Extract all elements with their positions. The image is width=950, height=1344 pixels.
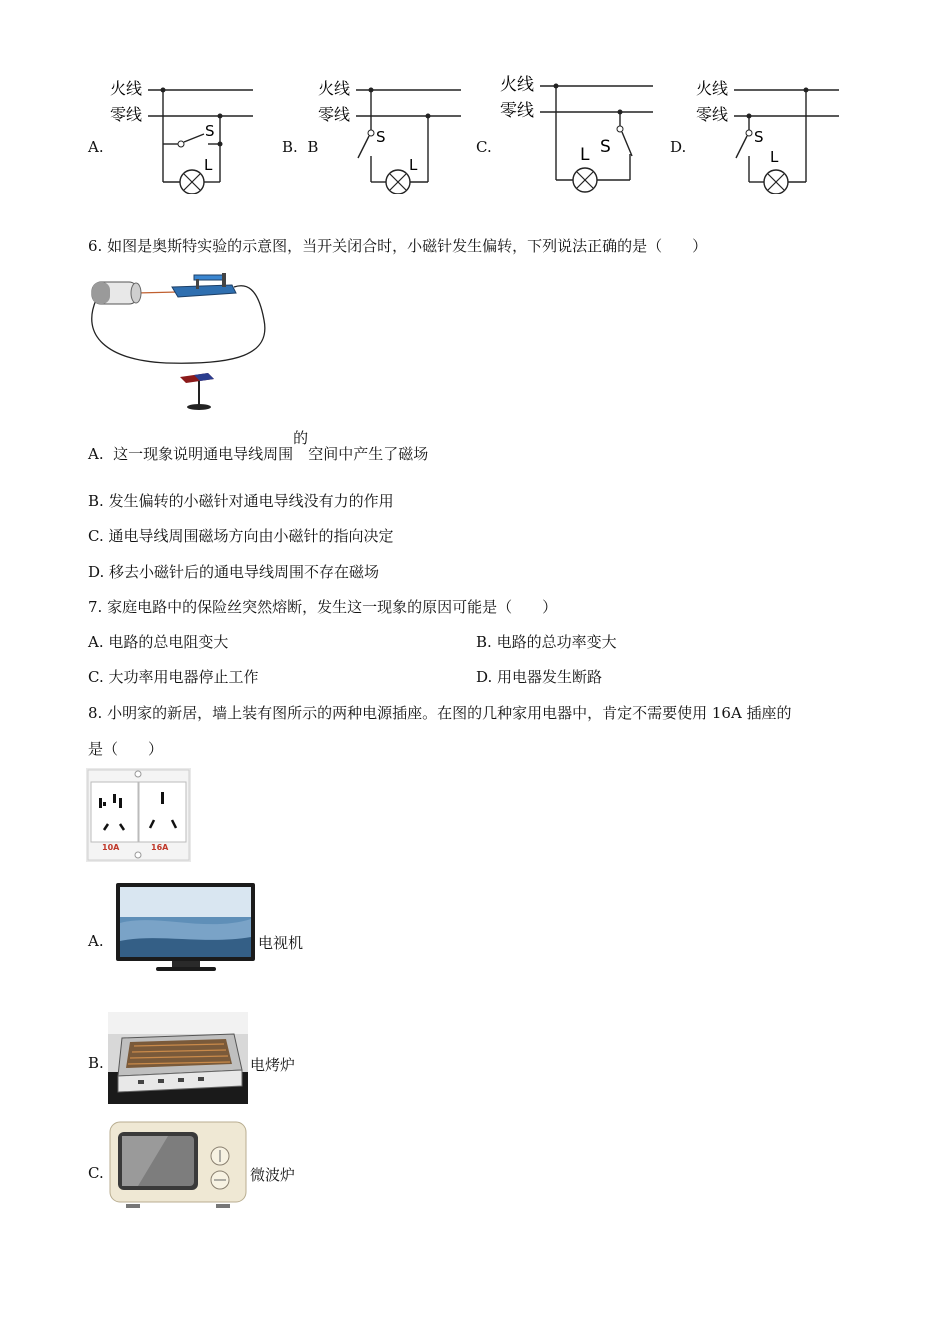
q5-option-d-circuit (694, 74, 844, 194)
switch-icon (172, 273, 236, 297)
q5-option-c-letter: C. (476, 138, 492, 156)
q7-option-d: D. 用电器发生断路 (476, 668, 603, 686)
switch-label: S (754, 128, 764, 146)
electric-grill-image (108, 1012, 248, 1104)
q8-option-c: C. (88, 1164, 104, 1182)
lamp-label: L (409, 156, 418, 174)
q5-option-b-circuit (316, 74, 466, 194)
battery-icon (92, 282, 141, 304)
switch-label: S (600, 137, 611, 157)
socket-10a-label: 10A (102, 843, 120, 852)
switch-icon (358, 136, 369, 158)
q8-stem-line2: 是（ ） (88, 740, 164, 758)
q8-option-a-label: 电视机 (258, 934, 304, 952)
neutral-wire-label: 零线 (318, 105, 351, 124)
live-wire-label: 火线 (110, 79, 143, 98)
q6-option-d: D. 移去小磁针后的通电导线周围不存在磁场 (88, 563, 380, 581)
q8-stem-line1: 8. 小明家的新居，墙上装有图所示的两种电源插座。在图的几种家用电器中，肯定不需要使用 16A 插座的 (88, 704, 792, 722)
q8-option-b-label: 电烤炉 (250, 1056, 296, 1074)
q6-option-c: C. 通电导线周围磁场方向由小磁针的指向决定 (88, 527, 394, 545)
socket-16a (139, 782, 186, 842)
q7-option-b: B. 电路的总功率变大 (476, 633, 617, 651)
q8-option-c-label: 微波炉 (250, 1166, 296, 1184)
q5-option-d-letter: D. (670, 138, 687, 156)
power-socket-panel (86, 768, 191, 862)
q7-option-c: C. 大功率用电器停止工作 (88, 668, 259, 686)
lamp-label: L (770, 148, 779, 166)
switch-label: S (376, 128, 386, 146)
tv-image (116, 883, 256, 973)
q5-option-b-letter: B. B (282, 138, 319, 156)
switch-icon (184, 134, 204, 142)
switch-label: S (205, 122, 215, 140)
neutral-wire-label: 零线 (500, 101, 534, 121)
q6-stem: 6. 如图是奥斯特实验的示意图，当开关闭合时，小磁针发生偏转，下列说法正确的是（ ） (88, 237, 708, 255)
socket-16a-label: 16A (151, 843, 169, 852)
neutral-wire-label: 零线 (696, 105, 729, 124)
live-wire-label: 火线 (318, 79, 351, 98)
lamp-label: L (580, 145, 590, 165)
q6-option-a: A. 这一现象说明通电导线周围的空间中产生了磁场 (88, 429, 429, 463)
q7-stem: 7. 家庭电路中的保险丝突然熔断，发生这一现象的原因可能是（ ） (88, 598, 558, 616)
q8-option-a: A. (88, 932, 104, 950)
live-wire-label: 火线 (696, 79, 729, 98)
microwave-image (108, 1120, 248, 1210)
socket-10a (91, 782, 138, 842)
q5-option-a-letter: A. (88, 138, 104, 156)
switch-icon (736, 136, 747, 158)
magnetic-needle-icon (180, 373, 214, 410)
oersted-experiment-figure (86, 265, 271, 415)
switch-icon (622, 132, 632, 156)
q6-option-b: B. 发生偏转的小磁针对通电导线没有力的作用 (88, 492, 394, 510)
q8-option-b: B. (88, 1054, 104, 1072)
q5-option-c-circuit (498, 70, 658, 194)
neutral-wire-label: 零线 (110, 105, 143, 124)
q7-option-a: A. 电路的总电阻变大 (88, 633, 229, 651)
live-wire-label: 火线 (500, 75, 534, 95)
q5-option-a-circuit (108, 74, 258, 194)
lamp-label: L (204, 156, 213, 174)
